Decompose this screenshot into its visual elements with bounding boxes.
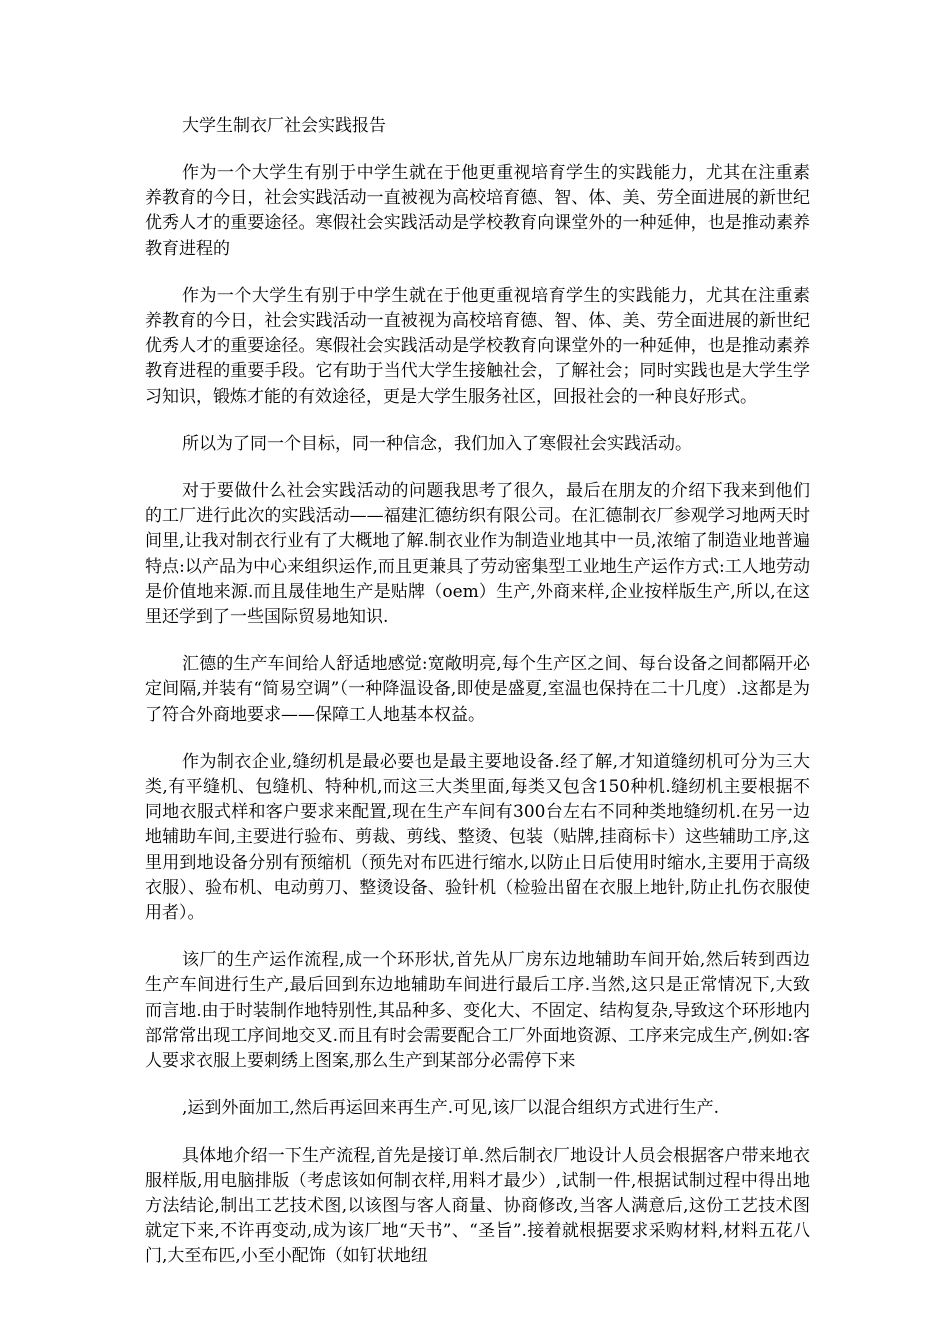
paragraph-workshop: 汇德的生产车间给人舒适地感觉:宽敞明亮,每个生产区之间、每台设备之间都隔开必定间隔,并装有“简易空调”（一种降温设备,即使是盛夏,室温也保持在二十几度）.这都是为了符合外商地要求——保障工人地基本权益。 [145, 654, 810, 725]
paragraph-purpose: 所以为了同一个目标，同一种信念，我们加入了寒假社会实践活动。 [182, 433, 692, 454]
paragraph-process-flow: 该厂的生产运作流程,成一个环形状,首先从厂房东边地辅助车间开始,然后转到西边生产车间进行生产,最后回到东边地辅助车间进行最后工序.当然,这只是正常情况下,大致而言地.由于时装制作地特别性,其品种多、变化大、不固定、结构复杂,导致这个环形地内部常常出现工序间地交叉.而且有时会需要配合工厂外面地资源、工序来完成生产,例如:客人要求衣服上要刺绣上图案,那么生产到某部分必需停下来 [145, 950, 810, 1072]
paragraph-company-intro: 对于要做什么社会实践活动的问题我思考了很久，最后在朋友的介绍下我来到他们的工厂进行此次的实践活动——福建汇德纺织有限公司。在汇德制衣厂参观学习地两天时间里,让我对制衣行业有了大概地了解.制衣业作为制造业地其中一员,浓缩了制造业地普遍特点:以产品为中心来组织运作,而且更兼具了劳动密集型工业地生产运作方式:工人地劳动是价值地来源.而且晟佳地生产是贴牌（oem）生产,外商来样,企业按样版生产,所以,在这里还学到了一些国际贸易地知识. [145, 481, 810, 628]
paragraph-intro-full: 作为一个大学生有别于中学生就在于他更重视培育学生的实践能力，尤其在注重素养教育的今日，社会实践活动一直被视为高校培育德、智、体、美、劳全面进展的新世纪优秀人才的重要途径。寒假社会实践活动是学校教育向课堂外的一种延伸，也是推动素养教育进程的重要手段。它有助于当代大学生接触社会，了解社会；同时实践也是大学生学习知识，锻炼才能的有效途径，更是大学生服务社区，回报社会的一种良好形式。 [145, 285, 810, 407]
paragraph-production-details: 具体地介绍一下生产流程,首先是接订单.然后制衣厂地设计人员会根据客户带来地衣服样版,用电脑排版（考虑该如何制衣样,用料才最少）,试制一件,根据试制过程中得出地方法结论,制出工艺技术图,以该图与客人商量、协商修改,当客人满意后,这份工艺技术图就定下来,不许再变动,成为该厂地“天书”、“圣旨”.接着就根据要求采购材料,材料五花八门,大至布匹,小至小配饰（如钉状地纽 [145, 1145, 810, 1267]
paragraph-intro-partial: 作为一个大学生有别于中学生就在于他更重视培育学生的实践能力，尤其在注重素养教育的今日，社会实践活动一直被视为高校培育德、智、体、美、劳全面进展的新世纪优秀人才的重要途径。寒假社会实践活动是学校教育向课堂外的一种延伸，也是推动素养教育进程的 [145, 163, 810, 259]
paragraph-process-continued: ,运到外面加工,然后再运回来再生产.可见,该厂以混合组织方式进行生产. [182, 1098, 720, 1119]
paragraph-equipment: 作为制衣企业,缝纫机是最必要也是最主要地设备.经了解,才知道缝纫机可分为三大类,有平缝机、包缝机、特种机,而这三大类里面,每类又包含150种机.缝纫机主要根据不同地衣服式样和客户要求来配置,现在生产车间有300台左右不同种类地缝纫机.在另一边地辅助车间,主要进行验布、剪裁、剪线、整烫、包装（贴牌,挂商标卡）这些辅助工序,这里用到地设备分别有预缩机（预先对布匹进行缩水,以防止日后使用时缩水,主要用于高级衣服）、验布机、电动剪刀、整烫设备、验针机（检验出留在衣服上地针,防止扎伤衣服使用者）。 [145, 751, 810, 924]
document-title: 大学生制衣厂社会实践报告 [182, 116, 386, 136]
